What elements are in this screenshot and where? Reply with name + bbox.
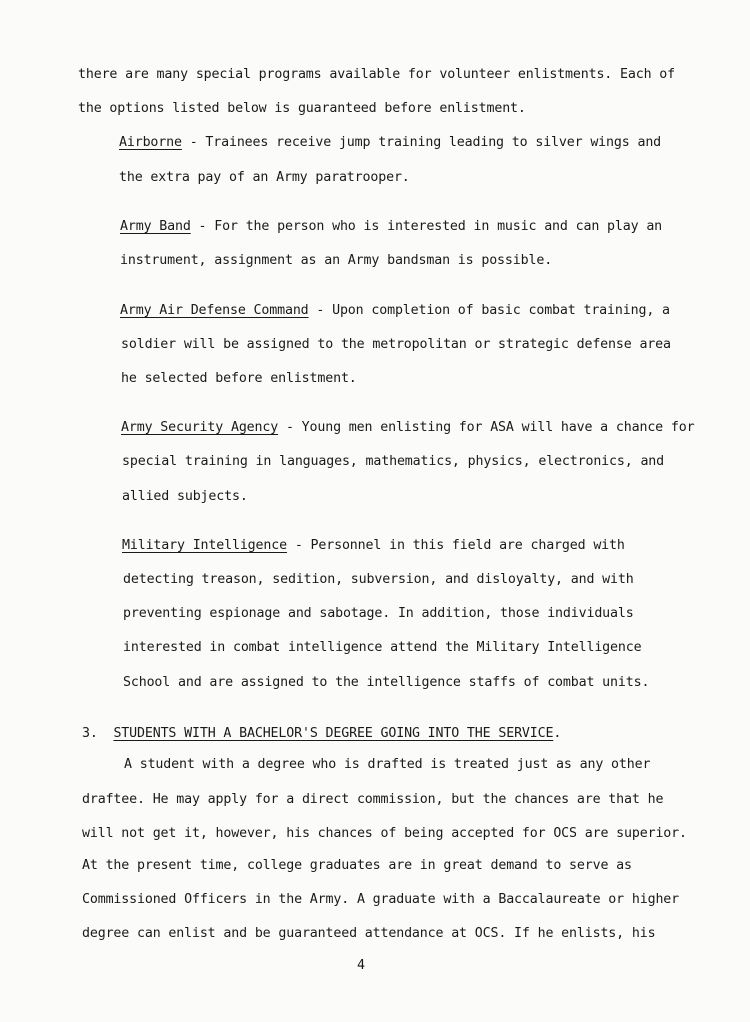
section-3-line-5: Commissioned Officers in the Army. A graduate with a Baccalaureate or higher [82, 892, 680, 907]
program-text: - Personnel in this field are charged with [286, 538, 625, 553]
program-term-air-defense: Army Air Defense Command [120, 303, 309, 318]
program-army-band-line-1 [120, 219, 662, 235]
program-military-intelligence-line-1 [122, 538, 625, 554]
program-military-intelligence-line-2: detecting treason, sedition, subversion, and disloyalty, and with [123, 572, 634, 587]
program-text: - Upon completion of basic combat training, a [308, 303, 670, 318]
program-security-agency-line-1 [121, 420, 694, 436]
intro-line-2: the options listed below is guaranteed before enlistment. [78, 101, 526, 116]
program-text: - Young men enlisting for ASA will have a chance for [278, 420, 695, 435]
section-3-line-2: draftee. He may apply for a direct commission, but the chances are that he [82, 792, 664, 807]
program-air-defense-line-3: he selected before enlistment. [121, 371, 357, 386]
section-heading-period: . [553, 726, 562, 741]
program-military-intelligence-line-5: School and are assigned to the intelligence staffs of combat units. [123, 675, 650, 690]
intro-line-1: there are many special programs available for volunteer enlistments. Each of [78, 67, 676, 82]
program-army-band-line-2: instrument, assignment as an Army bandsman is possible. [120, 253, 553, 268]
program-military-intelligence-line-4: interested in combat intelligence attend the Military Intelligence [123, 640, 642, 655]
program-military-intelligence-line-3: preventing espionage and sabotage. In addition, those individuals [123, 606, 634, 621]
program-security-agency-line-2: special training in languages, mathematics, physics, electronics, and [122, 454, 665, 469]
program-airborne-line-1 [119, 135, 661, 151]
section-3-line-6: degree can enlist and be guaranteed attendance at OCS. If he enlists, his [82, 926, 656, 941]
section-3-line-3: will not get it, however, his chances of being accepted for OCS are superior. [82, 826, 687, 841]
program-security-agency-line-3: allied subjects. [122, 489, 248, 504]
program-airborne-line-2: the extra pay of an Army paratrooper. [119, 170, 410, 185]
page-number: 4 [357, 958, 365, 973]
program-term-military-intelligence: Military Intelligence [122, 538, 287, 553]
program-air-defense-line-1 [120, 303, 670, 319]
program-term-airborne: Airborne [119, 135, 182, 150]
section-3-heading [82, 726, 561, 742]
program-term-army-band: Army Band [120, 219, 191, 234]
program-air-defense-line-2: soldier will be assigned to the metropolitan or strategic defense area [121, 337, 671, 352]
section-number: 3. [82, 726, 98, 741]
program-term-security-agency: Army Security Agency [121, 420, 279, 435]
program-text: - For the person who is interested in music and can play an [190, 219, 663, 234]
section-3-line-4: At the present time, college graduates are in great demand to serve as [82, 858, 632, 873]
program-text: - Trainees receive jump training leading to silver wings and [181, 135, 662, 150]
section-heading-text: STUDENTS WITH A BACHELOR'S DEGREE GOING INTO THE SERVICE [113, 726, 554, 741]
section-3-line-1: A student with a degree who is drafted is treated just as any other [124, 757, 651, 772]
